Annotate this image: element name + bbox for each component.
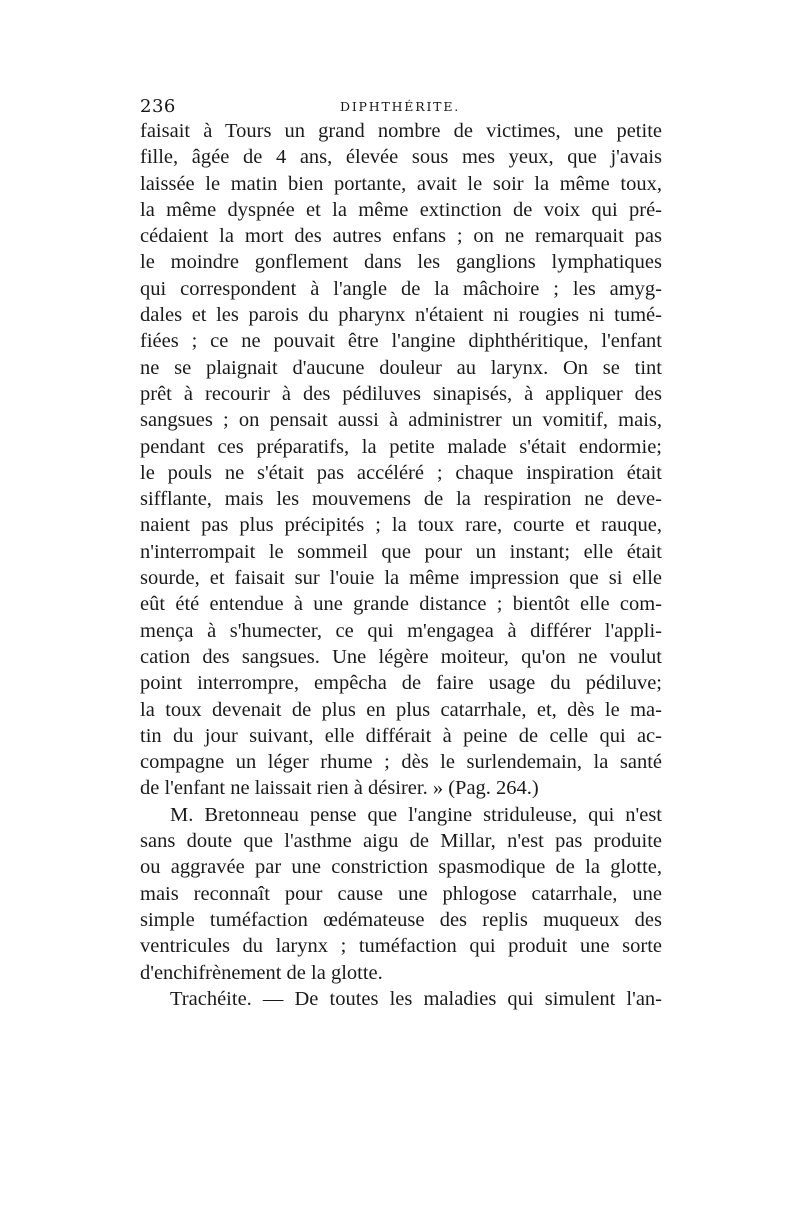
text-line: sifflante, mais les mouvemens de la respiration ne deve- <box>140 488 662 511</box>
text-line: sans doute que l'asthme aigu de Millar, n'est pas produite <box>140 830 662 853</box>
text-line: fille, âgée de 4 ans, élevée sous mes yeux, que j'avais <box>140 146 662 169</box>
text-line: cédaient la mort des autres enfans ; on ne remarquait pas <box>140 225 662 248</box>
text-line: naient pas plus précipités ; la toux rare, courte et rauque, <box>140 514 662 537</box>
text-line: ventricules du larynx ; tuméfaction qui produit une sorte <box>140 935 662 958</box>
text-line: sourde, et faisait sur l'ouie la même impression que si elle <box>140 567 662 590</box>
page-header <box>140 96 660 120</box>
text-line: la toux devenait de plus en plus catarrhale, et, dès le ma- <box>140 698 662 721</box>
text-line: de l'enfant ne laissait rien à désirer. » (Pag. 264.) <box>140 777 539 800</box>
text-line: mais reconnaît pour cause une phlogose catarrhale, une <box>140 882 662 905</box>
text-line: cation des sangsues. Une légère moiteur, qu'on ne voulut <box>140 645 662 668</box>
text-line: faisait à Tours un grand nombre de victimes, une petite <box>140 120 662 142</box>
text-line: fiées ; ce ne pouvait être l'angine diphthéritique, l'enfant <box>140 330 662 353</box>
text-line: Trachéite. — De toutes les maladies qui simulent l'an- <box>170 987 662 1010</box>
text-line: M. Bretonneau pense que l'angine striduleuse, qui n'est <box>170 803 662 826</box>
text-line: tin du jour suivant, elle différait à peine de celle qui ac- <box>140 724 662 747</box>
text-line: sangsues ; on pensait aussi à administrer un vomitif, mais, <box>140 409 662 432</box>
text-line: point interrompre, empêcha de faire usage du pédiluve; <box>140 672 662 695</box>
text-line: ne se plaignait d'aucune douleur au larynx. On se tint <box>140 356 662 379</box>
body-text <box>140 118 662 1012</box>
text-line: qui correspondent à l'angle de la mâchoire ; les amyg- <box>140 277 662 300</box>
running-title: DIPHTHÉRITE. <box>340 99 461 114</box>
text-line: compagne un léger rhume ; dès le surlendemain, la santé <box>140 751 662 774</box>
text-line: d'enchifrènement de la glotte. <box>140 961 383 984</box>
page-number: 236 <box>140 96 176 117</box>
text-line: prêt à recourir à des pédiluves sinapisés, à appliquer des <box>140 382 662 405</box>
text-line: ou aggravée par une constriction spasmodique de la glotte, <box>140 856 662 879</box>
text-line: dales et les parois du pharynx n'étaient ni rougies ni tumé- <box>140 304 662 327</box>
text-line: le moindre gonflement dans les ganglions lymphatiques <box>140 251 662 274</box>
text-line: laissée le matin bien portante, avait le soir la même toux, <box>140 172 662 195</box>
text-line: le pouls ne s'était pas accéléré ; chaque inspiration était <box>140 461 662 484</box>
text-line: pendant ces préparatifs, la petite malade s'était endormie; <box>140 435 662 458</box>
text-line: simple tuméfaction œdémateuse des replis muqueux des <box>140 908 662 931</box>
text-line: eût été entendue à une grande distance ; bientôt elle com- <box>140 593 662 616</box>
text-line: la même dyspnée et la même extinction de voix qui pré- <box>140 198 662 221</box>
text-line: n'interrompait le sommeil que pour un instant; elle était <box>140 540 662 563</box>
text-line: mença à s'humecter, ce qui m'engagea à différer l'appli- <box>140 619 662 642</box>
